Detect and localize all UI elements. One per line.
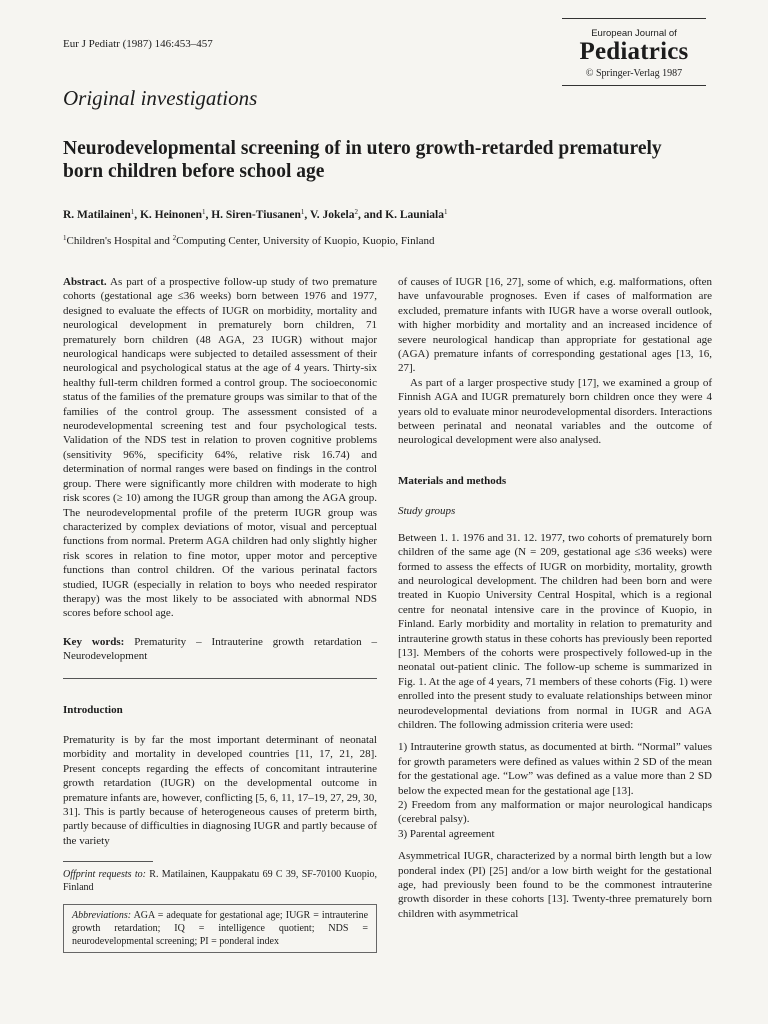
journal-name: Pediatrics [579,38,689,65]
author-affil-marker: 2 [354,208,358,216]
masthead-top-rule [562,18,706,19]
introduction-heading: Introduction [63,703,123,716]
keywords [63,635,377,664]
abbreviations-text: AGA = adequate for gestational age; IUGR = intrauterine growth retardation; IQ = intelligence quotient; NDS = neurodevelopmental screening; PI = ponderal index [72,910,369,948]
footnote-divider [63,861,153,862]
affil-marker: 1 [63,234,67,242]
keywords-text: Prematurity – Intrauterine growth retardation – Neurodevelopment [63,635,378,663]
author-separator: , [304,209,310,221]
author-name: R. Matilainen [63,209,131,221]
list-item: 2) Freedom from any malformation or major neurological handicaps (cerebral palsy). [398,799,712,826]
author-separator: , [134,209,140,221]
author-affil-marker: 1 [300,208,305,216]
author-name: K. Launiala [385,209,444,221]
admission-criteria-list [398,740,712,841]
abstract-label: Abstract. [63,276,107,288]
abstract-text: As part of a prospective follow-up study of two premature cohorts (gestational age ≤36 weeks) born between 1976 and 1977, designed to evaluate the effects of IUGR on morbidity, mortality and neurological development in prematurely born children, 71 prematurely born children (48 AGA, 23 IUGR) without major neurological handicaps were subjected to detailed assessment of their neurological and psychological status at the age of 4 years. Thirty-six healthy full-term children formed a control group. The socioeconomic status of the families of the premature groups was similar to that of the families of the control group. The assessment consisted of a neurodevelopmental screening test and four psychological tests. Validation of the NDS test in relation to proven cognitive problems (sensitivity 96%, specificity 64%, relative risk 16.74) and determination of normal ranges were based on findings in the control group. There were significantly more children with moderate to high risk scores (≥ 10) among the IUGR group than among the AGA group. The neurodevelopmental profile of the preterm IUGR group was characterized by complex deviations of motor, visual and perceptual functions from normal. Preterm AGA children had only slightly higher risk scores in relation to fine motor, upper motor and perceptive functions than control children. Of the various perinatal factors studied, IUGR (especially in relation to boys who needed respirator therapy) was the most likely to be associated with abnormal NDS scores before school age. [63,276,377,620]
abbreviations-label: Abbreviations: [72,910,132,922]
author-name: H. Siren-Tiusanen [211,209,301,221]
list-item: 3) Parental agreement [398,827,495,840]
offprint-text: R. Matilainen, Kauppakatu 69 C 39, SF-70100 Kuopio, Finland [63,869,377,894]
article-title: Neurodevelopmental screening of in utero growth-retarded prematurely born children before school age [63,138,662,182]
section-label: Original investigations [63,86,258,110]
affil-marker: 2 [172,234,177,242]
author-affil-marker: 1 [130,208,135,216]
author-affil-marker: 1 [201,208,206,216]
offprint-note [63,868,377,894]
author-affil-marker: 1 [443,208,448,216]
author-name: V. Jokela [309,209,355,221]
introduction-text: Prematurity is by far the most important determinant of neonatal morbidity and mortality in developed countries [11, 17, 21, 28]. Present concepts regarding the effects of concomitant intrauterine growth retardation (IUGR) on the developmental outcome in premature infants are, however, conflicting [5, 6, 11, 17–19, 27, 29, 30, 31]. This is partly because of heterogeneous causes of preterm birth, partly because of difficulties in diagnosing IUGR and partly because of the variety [63,733,377,847]
study-groups-subheading: Study groups [398,505,456,518]
body-paragraph: Asymmetrical IUGR, characterized by a normal birth length but a low ponderal index (PI) [25] and/or a low birth weight for the gestational age, had previously been found to be the commonest intrauterine growth disorder in these cohorts [13]. Twenty-three prematurely born children with asymmetrical [398,850,712,920]
abbreviations-box [63,904,377,953]
list-item: 1) Intrauterine growth status, as documented at birth. “Normal” values for growth parameters were defined as values within 2 SD of the mean for the gestational age. “Low” was defined as a value more than 2 SD below the expected mean for the gestational age [13]. [398,741,712,797]
masthead-bottom-rule [562,85,706,86]
body-paragraph: As part of a larger prospective study [17], we examined a group of Finnish AGA and IUGR prematurely born children once they were 4 years old to evaluate minor neurodevelopmental disorders. Interactions between perinatal and neonatal variables and the outcome of neurological development were also analysed. [398,376,712,447]
author-name: K. Heinonen [139,209,202,221]
author-separator: , and [357,209,386,221]
keywords-label: Key words: [63,635,125,648]
methods-heading: Materials and methods [398,474,507,487]
journal-of-label: European Journal of [591,28,677,39]
affil-text: Computing Center, University of Kuopio, Kuopio, Finland [176,235,435,247]
abstract-divider [63,678,377,679]
journal-masthead [562,18,706,86]
offprint-label: Offprint requests to: [63,869,146,881]
journal-citation: Eur J Pediatr (1987) 146:453–457 [63,38,213,50]
body-paragraph: Between 1. 1. 1976 and 31. 12. 1977, two cohorts of prematurely born children of the same age (N = 209, gestational age ≤36 weeks) were formed to assess the effects of IUGR on morbidity, mortality, growth and neurological development. The children had been born and were treated in Kuopio University Central Hospital, which is a regional centre for neonatal intensive care in the province of Kuopio, in Finland. Early morbidity and mortality in relation to prematurity and intrauterine growth status in these cohorts has previously been reported [13]. Members of the cohorts were prospectively followed-up in the neonatal out-patient clinic. The follow-up scheme is summarized in Fig. 1. At the age of 4 years, 71 members of these cohorts (Fig. 1) were enrolled into the present study to evaluate relationships between minor neurodevelopmental deviations from normal in IUGR and AGA children. The following admission criteria were used: [398,531,712,731]
body-paragraph: of causes of IUGR [16, 27], some of which, e.g. malformations, often have unfavourable prognoses. Even if cases of malformation are excluded, premature infants with IUGR have a worse overall outlook, with higher morbidity and mortality and an increased incidence of severe neurological handicap than appropriate for gestational age (AGA) premature infants of corresponding gestational ages [13, 16, 27]. [398,276,712,375]
right-column [398,275,712,921]
affil-text: Children's Hospital and [66,235,173,247]
author-list [63,208,447,221]
copyright-notice: © Springer-Verlag 1987 [585,68,683,79]
left-column [63,275,377,953]
abstract [63,275,377,621]
author-separator: , [205,209,212,221]
affiliations [63,234,435,247]
